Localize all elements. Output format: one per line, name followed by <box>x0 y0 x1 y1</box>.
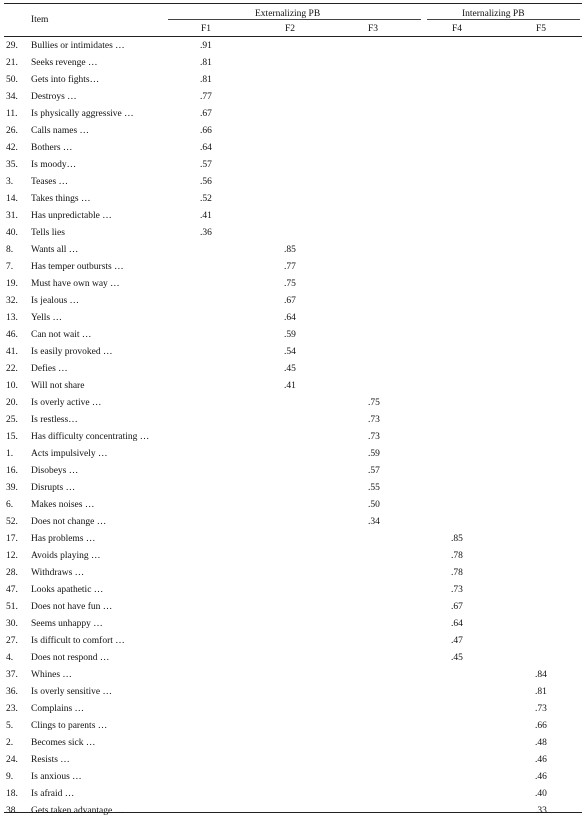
row-item-text: Bullies or intimidates … <box>31 41 125 51</box>
row-item-number: 27. <box>6 636 18 646</box>
row-item-number: 9. <box>6 772 14 782</box>
row-item-text: Becomes sick … <box>31 738 96 748</box>
row-item-text: Is jealous … <box>31 296 80 306</box>
row-item-number: 47. <box>6 585 18 595</box>
row-item-text: Wants all … <box>31 245 79 255</box>
row-factor-loading: .33 <box>535 806 547 816</box>
row-factor-loading: .75 <box>284 279 296 289</box>
row-item-number: 41. <box>6 347 18 357</box>
row-item-number: 1. <box>6 449 14 459</box>
factor-header-f1: F1 <box>201 24 212 34</box>
row-item-text: Is afraid … <box>31 789 75 799</box>
row-factor-loading: .50 <box>368 500 380 510</box>
row-item-number: 18. <box>6 789 18 799</box>
row-factor-loading: .66 <box>535 721 547 731</box>
row-item-text: Has problems … <box>31 534 96 544</box>
row-item-number: 7. <box>6 262 14 272</box>
row-item-number: 21. <box>6 58 18 68</box>
row-factor-loading: .56 <box>200 177 212 187</box>
row-item-text: Is anxious … <box>31 772 82 782</box>
row-factor-loading: .75 <box>368 398 380 408</box>
row-item-number: 4. <box>6 653 14 663</box>
table-bottom-rule <box>4 812 582 813</box>
row-item-text: Acts impulsively … <box>31 449 108 459</box>
table-top-rule <box>4 3 582 4</box>
row-item-text: Calls names … <box>31 126 90 136</box>
row-item-number: 25. <box>6 415 18 425</box>
row-item-number: 19. <box>6 279 18 289</box>
row-item-number: 31. <box>6 211 18 221</box>
row-factor-loading: .59 <box>284 330 296 340</box>
row-item-number: 8. <box>6 245 14 255</box>
row-item-number: 39. <box>6 483 18 493</box>
row-item-text: Has difficulty concentrating … <box>31 432 150 442</box>
row-factor-loading: .84 <box>535 670 547 680</box>
row-factor-loading: .77 <box>200 92 212 102</box>
row-item-text: Is overly active … <box>31 398 102 408</box>
row-factor-loading: .64 <box>284 313 296 323</box>
row-item-number: 52. <box>6 517 18 527</box>
item-column-header: Item <box>31 15 49 25</box>
row-factor-loading: .66 <box>200 126 212 136</box>
row-item-text: Makes noises … <box>31 500 95 510</box>
row-item-text: Disobeys … <box>31 466 79 476</box>
row-factor-loading: .73 <box>368 415 380 425</box>
row-factor-loading: .67 <box>284 296 296 306</box>
row-item-text: Is moody… <box>31 160 77 170</box>
row-item-text: Takes things … <box>31 194 91 204</box>
row-item-text: Will not share <box>31 381 85 391</box>
row-factor-loading: .59 <box>368 449 380 459</box>
row-item-number: 28. <box>6 568 18 578</box>
row-factor-loading: .64 <box>200 143 212 153</box>
row-factor-loading: .85 <box>451 534 463 544</box>
row-item-number: 36. <box>6 687 18 697</box>
row-item-text: Must have own way … <box>31 279 120 289</box>
row-factor-loading: .41 <box>284 381 296 391</box>
row-item-number: 22. <box>6 364 18 374</box>
row-item-number: 40. <box>6 228 18 238</box>
row-factor-loading: .36 <box>200 228 212 238</box>
internalizing-group-rule <box>427 19 580 20</box>
row-item-number: 29. <box>6 41 18 51</box>
row-factor-loading: .77 <box>284 262 296 272</box>
row-factor-loading: .73 <box>535 704 547 714</box>
row-factor-loading: .55 <box>368 483 380 493</box>
row-item-text: Seems unhappy … <box>31 619 103 629</box>
row-item-text: Is physically aggressive … <box>31 109 134 119</box>
row-factor-loading: .64 <box>451 619 463 629</box>
row-item-text: Withdraws … <box>31 568 85 578</box>
row-item-text: Can not wait … <box>31 330 92 340</box>
row-item-number: 15. <box>6 432 18 442</box>
row-item-text: Seeks revenge … <box>31 58 98 68</box>
row-item-text: Clings to parents … <box>31 721 108 731</box>
row-item-text: Tells lies <box>31 228 65 238</box>
row-item-number: 5. <box>6 721 14 731</box>
row-factor-loading: .54 <box>284 347 296 357</box>
row-factor-loading: .67 <box>451 602 463 612</box>
row-item-text: Teases … <box>31 177 69 187</box>
row-item-number: 2. <box>6 738 14 748</box>
row-factor-loading: .73 <box>451 585 463 595</box>
row-factor-loading: .85 <box>284 245 296 255</box>
row-factor-loading: .73 <box>368 432 380 442</box>
factor-header-f5: F5 <box>536 24 547 34</box>
row-item-number: 34. <box>6 92 18 102</box>
externalizing-group-rule <box>168 19 421 20</box>
row-factor-loading: .46 <box>535 755 547 765</box>
row-item-number: 10. <box>6 381 18 391</box>
row-item-number: 26. <box>6 126 18 136</box>
row-factor-loading: .57 <box>200 160 212 170</box>
row-item-text: Looks apathetic … <box>31 585 104 595</box>
row-factor-loading: .41 <box>200 211 212 221</box>
header-bottom-rule <box>4 36 582 37</box>
row-item-number: 42. <box>6 143 18 153</box>
row-item-number: 11. <box>6 109 18 119</box>
row-factor-loading: .52 <box>200 194 212 204</box>
row-item-text: Does not have fun … <box>31 602 113 612</box>
row-item-text: Disrupts … <box>31 483 76 493</box>
row-item-number: 46. <box>6 330 18 340</box>
row-item-text: Has temper outbursts … <box>31 262 124 272</box>
row-item-number: 50. <box>6 75 18 85</box>
row-item-number: 30. <box>6 619 18 629</box>
row-factor-loading: .81 <box>200 58 212 68</box>
row-item-text: Complains … <box>31 704 85 714</box>
row-factor-loading: .91 <box>200 41 212 51</box>
row-factor-loading: .45 <box>284 364 296 374</box>
row-factor-loading: .57 <box>368 466 380 476</box>
row-item-text: Bothers … <box>31 143 73 153</box>
row-factor-loading: .47 <box>451 636 463 646</box>
row-item-text: Avoids playing … <box>31 551 101 561</box>
row-item-text: Is overly sensitive … <box>31 687 113 697</box>
row-item-text: Is difficult to comfort … <box>31 636 125 646</box>
row-item-number: 24. <box>6 755 18 765</box>
row-item-number: 51. <box>6 602 18 612</box>
row-item-text: Is restless… <box>31 415 78 425</box>
row-item-number: 35. <box>6 160 18 170</box>
row-item-text: Defies … <box>31 364 68 374</box>
externalizing-group-header: Externalizing PB <box>255 9 321 19</box>
row-item-number: 3. <box>6 177 14 187</box>
row-factor-loading: .81 <box>535 687 547 697</box>
row-item-number: 6. <box>6 500 14 510</box>
row-factor-loading: .48 <box>535 738 547 748</box>
row-item-number: 38. <box>6 806 18 816</box>
row-item-text: Does not change … <box>31 517 107 527</box>
row-item-number: 23. <box>6 704 18 714</box>
row-item-text: Gets taken advantage … <box>31 806 125 816</box>
internalizing-group-header: Internalizing PB <box>462 9 525 19</box>
row-item-text: Whines … <box>31 670 72 680</box>
factor-header-f3: F3 <box>368 24 379 34</box>
row-item-number: 37. <box>6 670 18 680</box>
row-factor-loading: .81 <box>200 75 212 85</box>
row-item-text: Has unpredictable … <box>31 211 112 221</box>
row-item-number: 14. <box>6 194 18 204</box>
row-item-number: 13. <box>6 313 18 323</box>
row-item-text: Resists … <box>31 755 70 765</box>
row-factor-loading: .78 <box>451 551 463 561</box>
row-item-text: Is easily provoked … <box>31 347 113 357</box>
row-item-text: Yells … <box>31 313 62 323</box>
row-factor-loading: .67 <box>200 109 212 119</box>
row-item-text: Does not respond … <box>31 653 110 663</box>
row-item-number: 20. <box>6 398 18 408</box>
row-item-number: 12. <box>6 551 18 561</box>
row-item-text: Gets into fights… <box>31 75 100 85</box>
row-factor-loading: .45 <box>451 653 463 663</box>
row-factor-loading: .46 <box>535 772 547 782</box>
row-item-text: Destroys … <box>31 92 77 102</box>
factor-header-f2: F2 <box>285 24 296 34</box>
row-item-number: 16. <box>6 466 18 476</box>
row-factor-loading: .78 <box>451 568 463 578</box>
factor-header-f4: F4 <box>452 24 463 34</box>
row-item-number: 32. <box>6 296 18 306</box>
row-factor-loading: .40 <box>535 789 547 799</box>
row-factor-loading: .34 <box>368 517 380 527</box>
row-item-number: 17. <box>6 534 18 544</box>
